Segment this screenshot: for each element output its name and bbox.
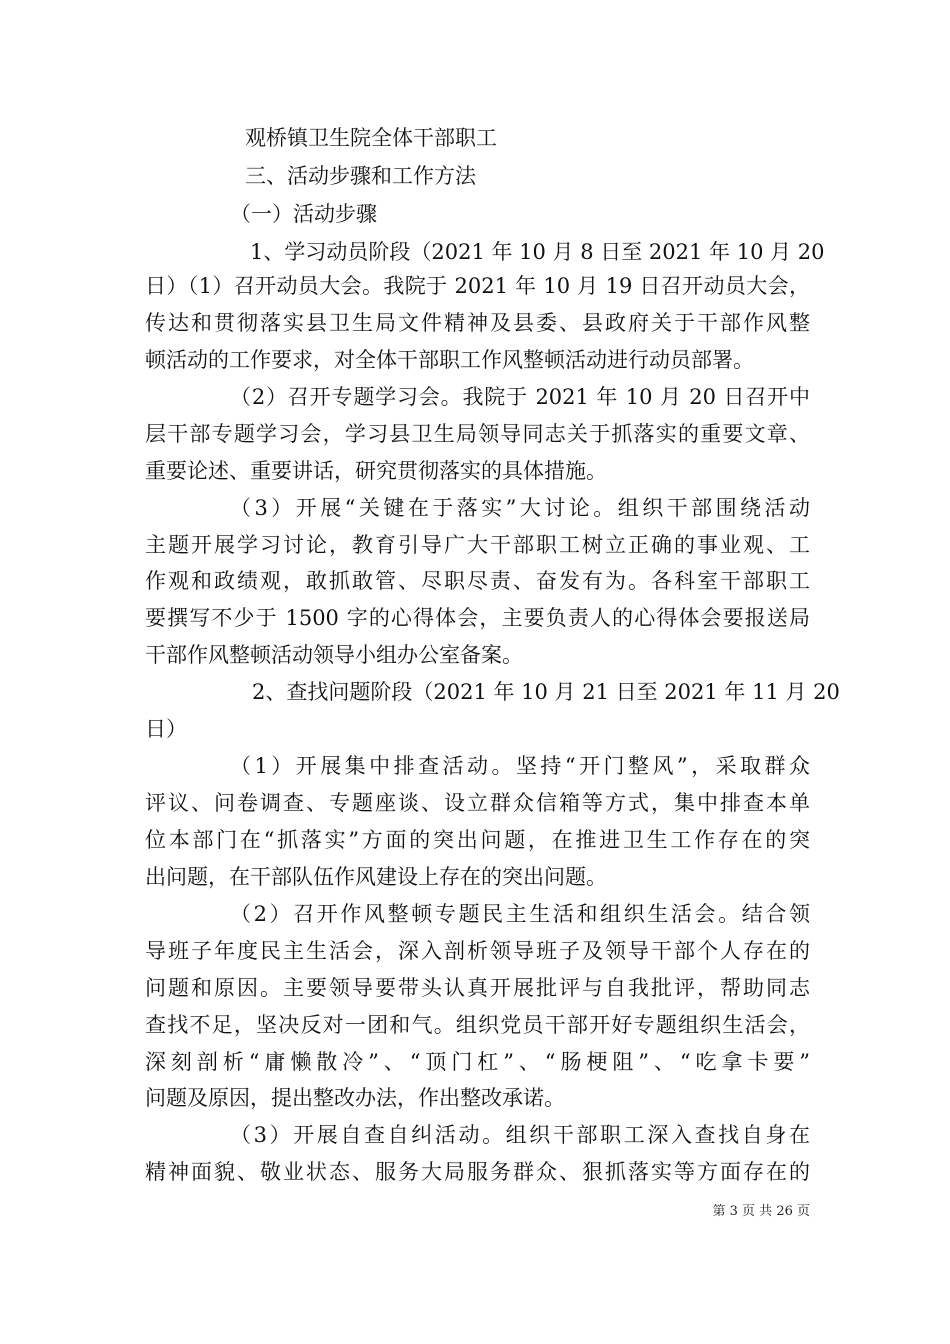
text-line: 问题及原因，提出整改办法，作出整改承诺。 (145, 1086, 565, 1110)
text-line: 重要论述、重要讲话，研究贯彻落实的具体措施。 (145, 459, 607, 483)
text-line: 层干部专题学习会，学习县卫生局领导同志关于抓落实的重要文章、 (145, 422, 810, 446)
text-line: 1、学习动员阶段（2021 年 10 月 8 日至 2021 年 10 月 20 (250, 240, 825, 264)
text-line: 主题开展学习讨论，教育引导广大干部职工树立正确的事业观、工 (145, 533, 810, 557)
text-line: 要撰写不少于 1500 字的心得体会，主要负责人的心得体会要报送局 (145, 606, 810, 630)
text-line: 日）（1）召开动员大会。我院于 2021 年 10 月 19 日召开动员大会， (145, 274, 810, 298)
text-line: 观桥镇卫生院全体干部职工 (245, 126, 497, 150)
text-line: 日） (145, 717, 187, 741)
text-line: 干部作风整顿活动领导小组办公室备案。 (145, 643, 523, 667)
text-line: 顿活动的工作要求，对全体干部职工作风整顿活动进行动员部署。 (145, 348, 754, 372)
text-line: 问题和原因。主要领导要带头认真开展批评与自我批评，帮助同志 (145, 976, 810, 1000)
text-line: 评议、问卷调查、专题座谈、设立群众信箱等方式，集中排查本单 (145, 791, 810, 815)
section-heading: 三、活动步骤和工作方法 (245, 164, 476, 188)
text-line: 出问题，在干部队伍作风建设上存在的突出问题。 (145, 865, 607, 889)
subsection-heading: （一）活动步骤 (230, 202, 377, 226)
text-line: 作观和政绩观，敢抓敢管、尽职尽责、奋发有为。各科室干部职工 (145, 569, 810, 593)
text-line: （3）开展自查自纠活动。组织干部职工深入查找自身在 (230, 1123, 810, 1147)
text-line: （3）开展“关键在于落实”大讨论。组织干部围绕活动 (230, 496, 810, 520)
page-number: 第 3 页 共 26 页 (712, 1204, 810, 1219)
text-line: 2、查找问题阶段（2021 年 10 月 21 日至 2021 年 11 月 20 (252, 680, 840, 704)
text-line: 传达和贯彻落实县卫生局文件精神及县委、县政府关于干部作风整 (145, 311, 810, 335)
text-line: （2）召开作风整顿专题民主生活和组织生活会。结合领 (230, 902, 810, 926)
text-line: 精神面貌、敬业状态、服务大局服务群众、狠抓落实等方面存在的 (145, 1160, 810, 1184)
text-line: 深刻剖析“庸懒散冷”、“顶门杠”、“肠梗阻”、“吃拿卡要” (145, 1050, 810, 1074)
text-line: （1）开展集中排查活动。坚持“开门整风”，采取群众 (230, 754, 810, 778)
text-line: 位本部门在“抓落实”方面的突出问题，在推进卫生工作存在的突 (145, 828, 810, 852)
text-line: （2）召开专题学习会。我院于 2021 年 10 月 20 日召开中 (230, 385, 810, 409)
text-line: 导班子年度民主生活会，深入剖析领导班子及领导干部个人存在的 (145, 939, 810, 963)
text-line: 查找不足，坚决反对一团和气。组织党员干部开好专题组织生活会， (145, 1013, 810, 1037)
